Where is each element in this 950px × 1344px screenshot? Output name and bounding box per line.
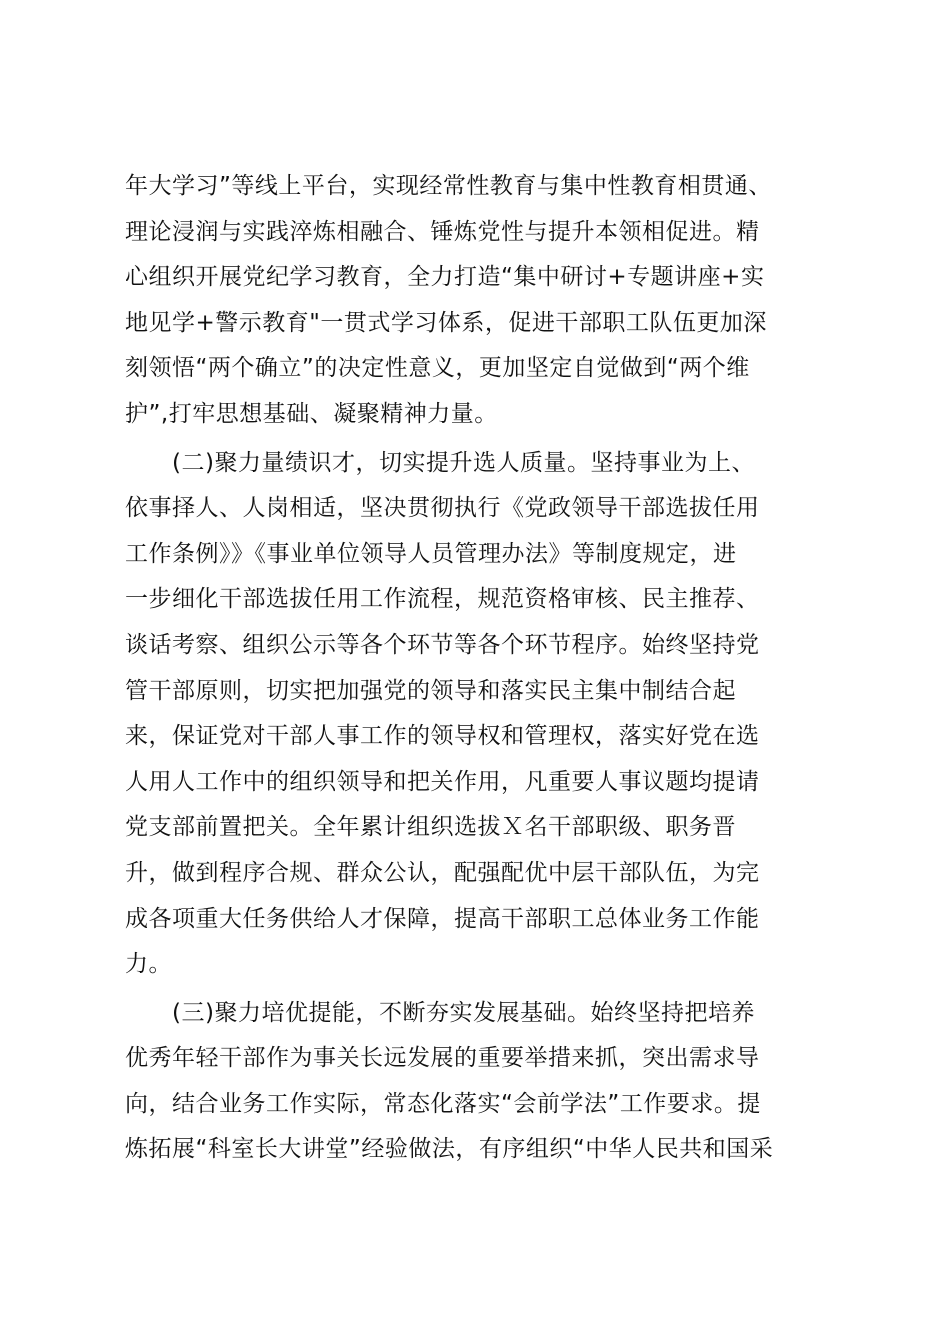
text-line: 来，保证党对干部人事工作的领导权和管理权，落实好党在选 [125,723,760,750]
text-line: 人用人工作中的组织领导和把关作用，凡重要人事议题均提请 [125,768,760,795]
text-line: 管干部原则，切实把加强党的领导和落实民主集中制结合起 [125,677,736,704]
text-line: (二)聚力量绩识才，切实提升选人质量。坚持事业为上、 [125,449,755,476]
text-line: 理论浸润与实践淬炼相融合、锤炼党性与提升本领相促进。精 [125,218,760,245]
text-line: (三)聚力培优提能，不断夯实发展基础。始终坚持把培养 [125,999,755,1026]
text-line: 一步细化干部选拔任用工作流程，规范资格审核、民主推荐、 [125,586,760,613]
text-line: 向，结合业务工作实际，常态化落实“会前学法”工作要求。提 [125,1090,761,1117]
text-line: 心组织开展党纪学习教育，全力打造“集中研讨+专题讲座+实 [125,264,765,291]
text-line: 依事择人、人岗相适，坚决贯彻执行《党政领导干部选拔任用 [125,495,760,522]
text-line: 工作条例》》《事业单位领导人员管理办法》等制度规定，进 [125,540,737,567]
document-body [125,164,825,1173]
paragraph-3 [125,991,825,1173]
text-line: 谈话考察、组织公示等各个环节等各个环节程序。始终坚持党 [125,631,760,658]
text-line: 刻领悟“两个确立”的决定性意义，更加坚定自觉做到“两个维 [125,355,750,382]
text-line: 地见学+警示教育"一贯式学习体系，促进干部职工队伍更加深 [125,309,767,336]
text-line: 年大学习”等线上平台，实现经常性教育与集中性教育相贯通、 [125,173,772,199]
text-line: 炼拓展“科室长大讲堂”经验做法，有序组织“中华人民共和国采 [125,1136,774,1163]
paragraph-1 [125,164,825,438]
text-line: 升，做到程序合规、群众公认，配强配优中层干部队伍，为完 [125,859,760,886]
text-line: 优秀年轻干部作为事关长远发展的重要举措来抓，突出需求导 [125,1045,760,1072]
text-line: 成各项重大任务供给人才保障，提高干部职工总体业务工作能 [125,905,760,932]
text-line: 护”,打牢思想基础、凝聚精神力量。 [125,400,498,427]
text-line: 力。 [125,951,172,978]
paragraph-2 [125,441,825,988]
text-line: 党支部前置把关。全年累计组织选拔Ｘ名干部职级、职务晋 [125,814,736,841]
